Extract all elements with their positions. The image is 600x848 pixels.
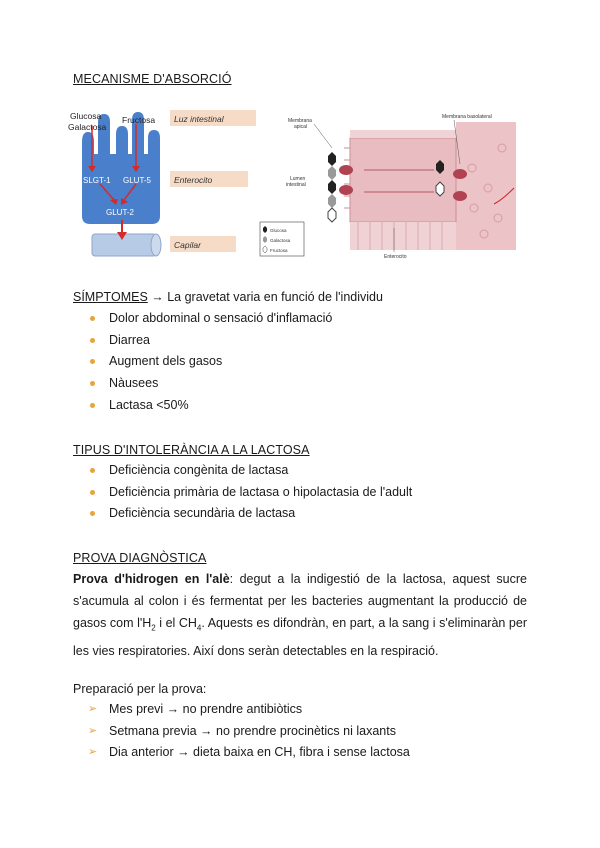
list-item: Dolor abdominal o sensació d'inflamació (90, 308, 332, 330)
list-item: Diarrea (90, 330, 332, 352)
list-item: Augment dels gasos (90, 351, 332, 373)
svg-text:Galactosa: Galactosa (270, 238, 291, 243)
bullet-dot-icon (90, 338, 95, 343)
label-sglt1: SLGT-1 (83, 176, 111, 185)
bullet-dot-icon (90, 316, 95, 321)
list-item: ➢ Setmana previa → no prendre procinètics ni laxants (90, 721, 410, 743)
svg-text:Glucosa: Glucosa (270, 228, 287, 233)
list-item: Nàusees (90, 373, 332, 395)
prep-list (90, 699, 410, 764)
list-item: Lactasa <50% (90, 395, 332, 417)
label-lumen-2: intestinal (286, 182, 306, 188)
cell-body (350, 138, 456, 222)
bullet-dot-icon (90, 381, 95, 386)
label-enterocito-right: Enterocito (384, 254, 407, 260)
label-membrana-basolateral: Membrana basolateral (442, 114, 492, 120)
heading-prova: PROVA DIAGNÒSTICA (73, 551, 207, 565)
label-fructosa: Fructosa (122, 115, 156, 125)
bullet-dot-icon (90, 490, 95, 495)
tipus-list (90, 460, 412, 525)
heading-simptomes: SÍMPTOMES (73, 290, 148, 304)
label-capilar: Capilar (174, 240, 201, 250)
prep-label: Preparació per la prova: (73, 682, 207, 696)
list-item: Deficiència secundària de lactasa (90, 503, 412, 525)
svg-text:Fructosa: Fructosa (270, 248, 288, 253)
label-membrana-apical-1: Membrana (288, 118, 312, 124)
list-item: ➢ Dia anterior → dieta baixa en CH, fibra i sense lactosa (90, 742, 410, 764)
bullet-dot-icon (90, 403, 95, 408)
list-item: Deficiència congènita de lactasa (90, 460, 412, 482)
absorption-diagram-right (270, 108, 516, 262)
bullet-dot-icon (90, 468, 95, 473)
absorption-diagram-left (66, 104, 266, 260)
label-glucosa: Glucosa (70, 111, 102, 121)
prova-paragraph: Prova d'hidrogen en l'alè: degut a la indigestió de la lactosa, aquest sucre s'acumula al colon i és fermentat per les bacteries augmentant la producció de gasos com $l'H_2$ i el $CH_4$. Aquests es difondràn, en part, a la sang i s'eliminaràn per les vies respiratories. Així dons seràn detectables en la respiració. (73, 572, 527, 658)
list-item: Deficiència primària de lactasa o hipolactasia de l'adult (90, 482, 412, 504)
bullet-dot-icon (90, 511, 95, 516)
simptomes-list (90, 308, 332, 416)
prova-bold-lead: Prova d'hidrogen en l'alè (73, 572, 230, 586)
bullet-dot-icon (90, 359, 95, 364)
label-enterocito: Enterocito (174, 175, 213, 185)
heading-mecanisme: MECANISME D'ABSORCIÓ (73, 72, 232, 86)
label-membrana-apical-2: apical (294, 124, 308, 130)
simptomes-line (73, 290, 383, 304)
arrow-bullet-icon: ➢ (88, 746, 98, 759)
label-lumen-1: Lumen (290, 176, 306, 182)
capillary-shape (92, 234, 156, 256)
label-glut5: GLUT-5 (123, 176, 152, 185)
label-galactosa: Galactosa (68, 122, 107, 132)
heading-tipus: TIPUS D'INTOLERÀNCIA A LA LACTOSA (73, 443, 310, 457)
label-glut2: GLUT-2 (106, 208, 135, 217)
simptomes-subtitle: → La gravetat varia en funció de l'individu (147, 290, 383, 304)
arrow-bullet-icon: ➢ (88, 724, 98, 737)
label-luz: Luz intestinal (174, 114, 224, 124)
arrow-bullet-icon: ➢ (88, 703, 98, 715)
diagram-legend (260, 222, 304, 256)
list-item: ➢ Mes previ → no prendre antibiòtics (90, 699, 410, 721)
